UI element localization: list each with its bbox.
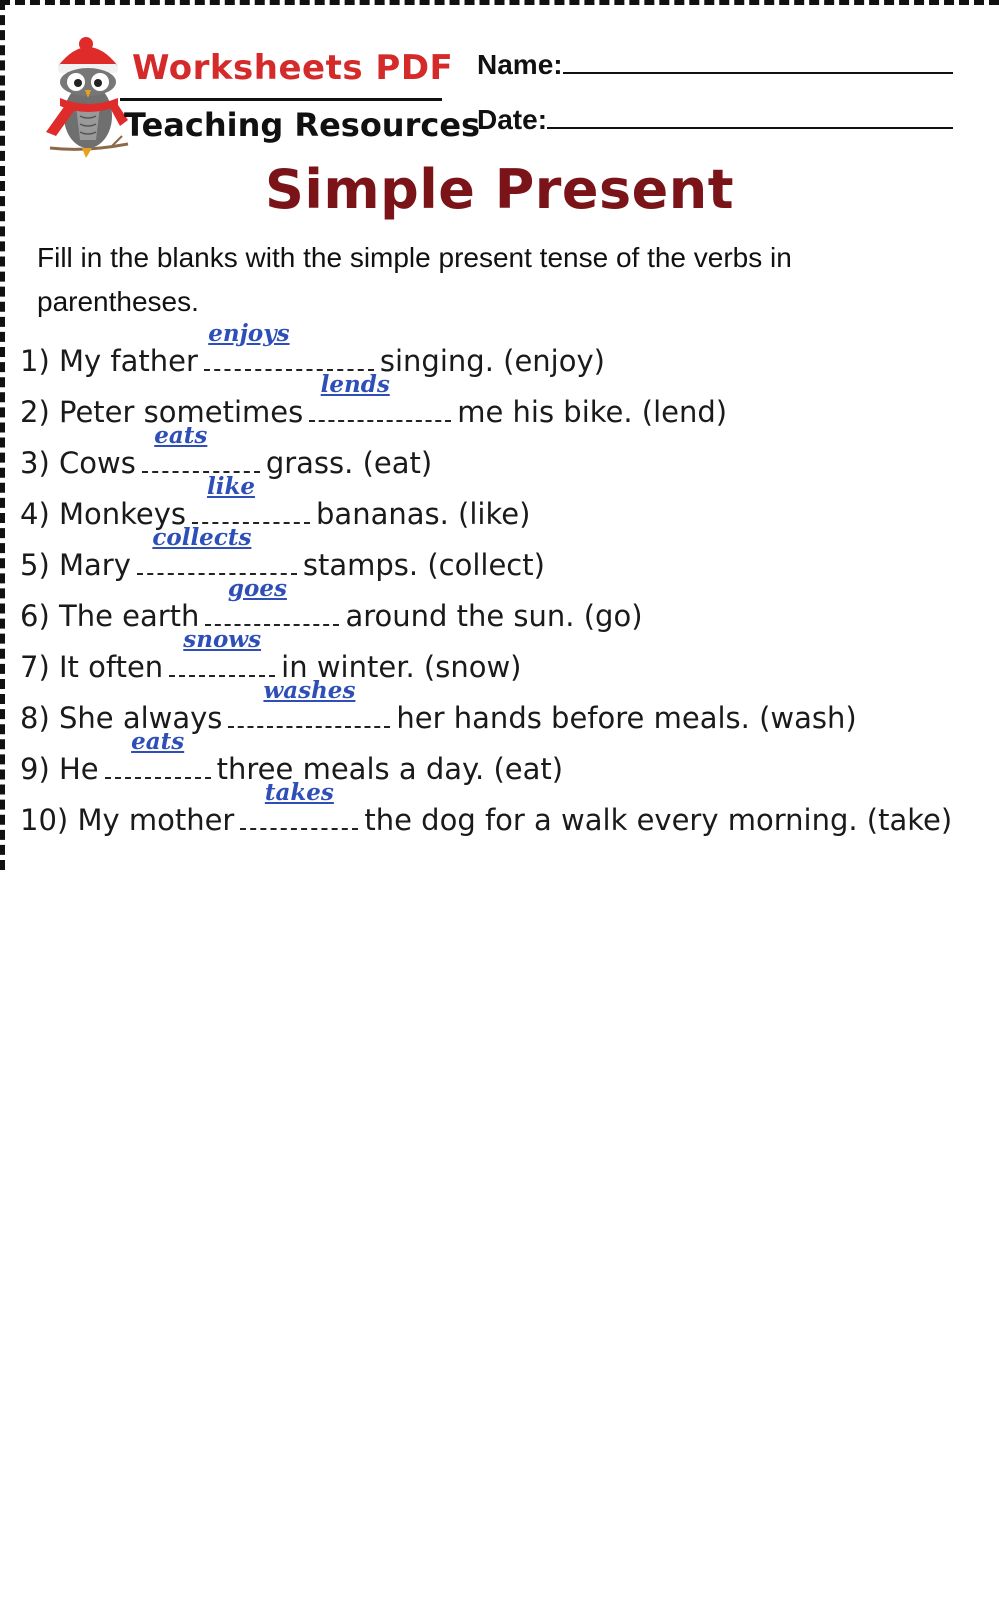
question-number: 2) — [20, 395, 50, 429]
worksheet-title-text: Simple Present — [264, 158, 735, 221]
question-text-after: around the sun. (go) — [345, 599, 643, 633]
question-text-before: Mary — [58, 548, 131, 582]
answer-text: enjoys — [208, 320, 290, 347]
question-text-after: stamps. (collect) — [302, 548, 545, 582]
question-number: 9) — [20, 752, 50, 786]
question-text-after: the dog for a walk every morning. (take) — [364, 803, 953, 837]
question-text-after: her hands before meals. (wash) — [396, 701, 857, 735]
question-item — [20, 320, 995, 387]
brand-divider — [120, 98, 442, 101]
question-text-before: Monkeys — [58, 497, 187, 531]
question-number: 7) — [20, 650, 50, 684]
question-number: 10) — [20, 803, 69, 837]
answer-text: washes — [263, 677, 356, 704]
date-field[interactable] — [477, 101, 953, 136]
question-text-before: Peter sometimes — [58, 395, 304, 429]
question-number: 8) — [20, 701, 50, 735]
brand-subtitle: Teaching Resources — [124, 106, 481, 144]
question-item — [20, 779, 995, 846]
answer-text: takes — [264, 779, 334, 806]
question-text-before: He — [58, 752, 99, 786]
answer-text: goes — [227, 575, 287, 602]
name-label: Name: — [477, 49, 563, 80]
owl-logo-icon — [36, 36, 136, 166]
answer-blank[interactable] — [105, 728, 211, 779]
question-text-after: me his bike. (lend) — [457, 395, 728, 429]
answer-blank[interactable] — [137, 524, 297, 575]
date-label: Date: — [477, 104, 548, 135]
answer-blank[interactable] — [204, 320, 374, 371]
question-number: 1) — [20, 344, 50, 378]
answer-text: eats — [131, 728, 185, 755]
question-number: 5) — [20, 548, 50, 582]
answer-blank[interactable] — [240, 779, 358, 830]
name-line[interactable] — [563, 46, 953, 74]
question-text-after: bananas. (like) — [316, 497, 531, 531]
question-text-before: My mother — [77, 803, 235, 837]
question-number: 6) — [20, 599, 50, 633]
answer-text: lends — [320, 371, 390, 398]
question-text-before: Cows — [58, 446, 136, 480]
answer-text: like — [206, 473, 256, 500]
question-number: 3) — [20, 446, 50, 480]
question-text-after: singing. (enjoy) — [379, 344, 605, 378]
instruction-text: Fill in the blanks with the simple present tense of the verbs in parentheses. — [37, 242, 792, 317]
question-text-before: It often — [58, 650, 164, 684]
question-text-before: She always — [58, 701, 223, 735]
name-field[interactable] — [477, 46, 953, 81]
answer-blank[interactable] — [309, 371, 451, 422]
answer-blank[interactable] — [228, 677, 390, 728]
answer-text: eats — [154, 422, 208, 449]
answer-blank[interactable] — [169, 626, 275, 677]
question-text-after: in winter. (snow) — [281, 650, 522, 684]
answer-blank[interactable] — [205, 575, 339, 626]
question-list — [20, 320, 995, 846]
question-item — [20, 422, 995, 489]
question-item — [20, 575, 995, 642]
question-text-after: three meals a day. (eat) — [216, 752, 564, 786]
answer-blank[interactable] — [192, 473, 310, 524]
answer-blank[interactable] — [142, 422, 260, 473]
question-item — [20, 626, 995, 693]
answer-text: snows — [183, 626, 262, 653]
question-item — [20, 728, 995, 795]
brand-title: Worksheets PDF — [132, 48, 454, 88]
question-number: 4) — [20, 497, 50, 531]
date-line[interactable] — [547, 101, 953, 129]
answer-text: collects — [152, 524, 252, 551]
question-text-after: grass. (eat) — [265, 446, 433, 480]
question-item — [20, 524, 995, 591]
question-text-before: The earth — [58, 599, 200, 633]
worksheet-title — [0, 158, 999, 221]
question-text-before: My father — [58, 344, 198, 378]
